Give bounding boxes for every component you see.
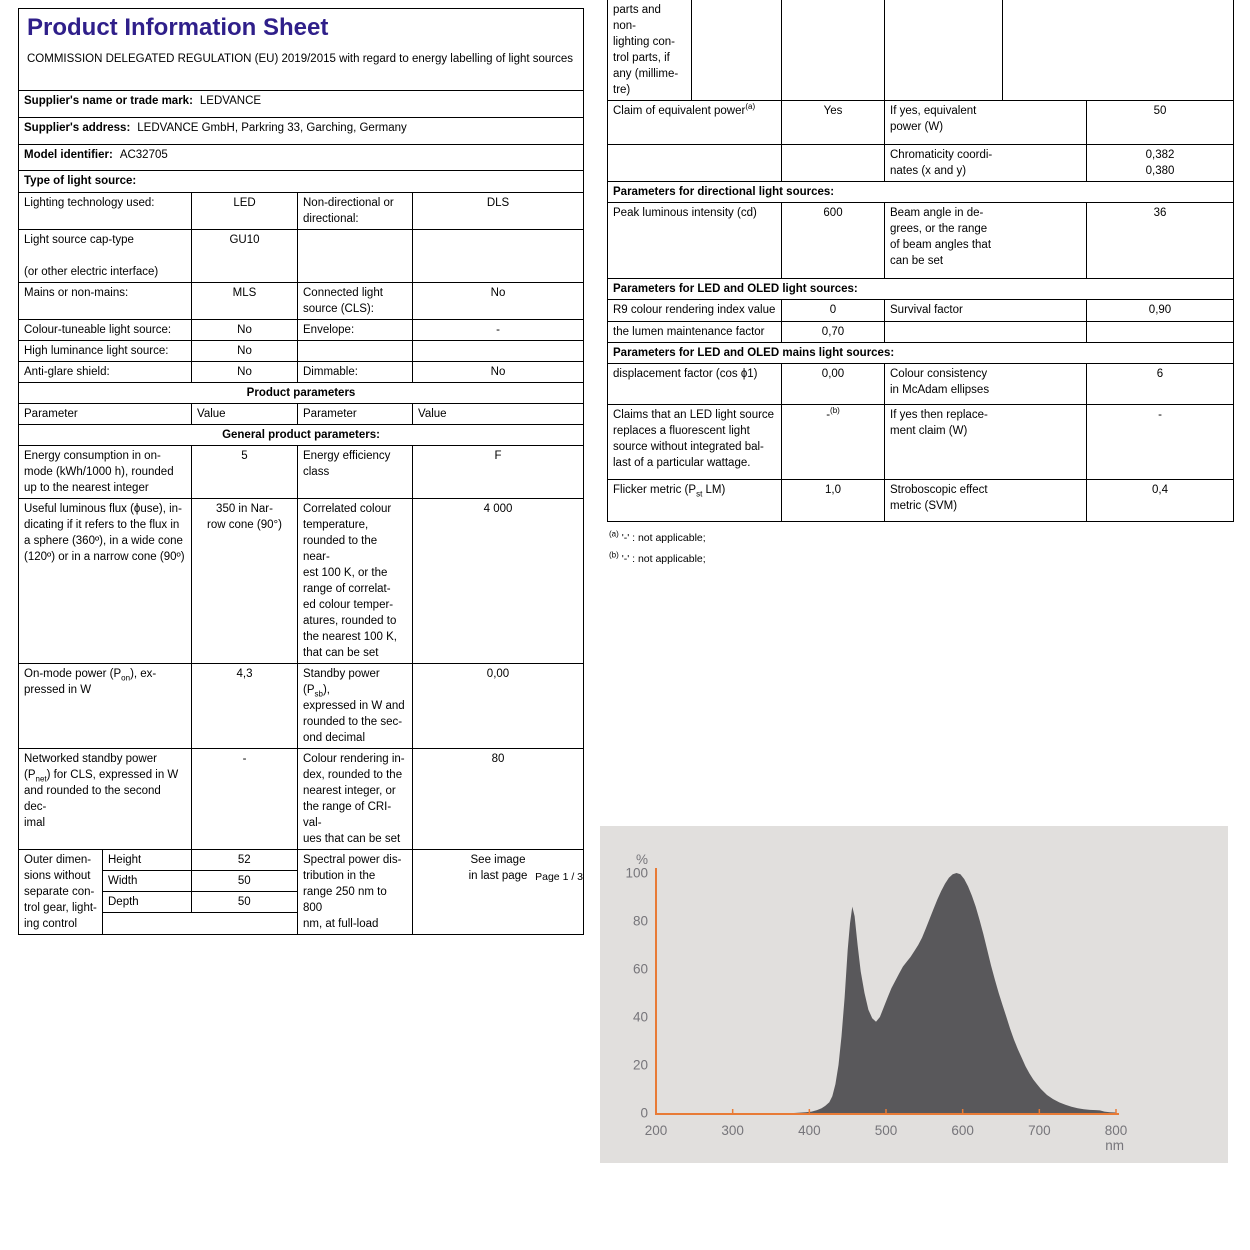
param-value-cell: LED: [192, 193, 298, 230]
table-row: [608, 101, 1234, 145]
param-label-cell: Anti-glare shield:: [19, 362, 192, 383]
param-label-cell: Colour-tuneable light source:: [19, 320, 192, 341]
y-tick-label: 60: [632, 961, 648, 977]
supplier-address-label: Supplier's address:: [24, 122, 131, 134]
empty-cell: [885, 0, 1003, 101]
param-value-cell: No: [413, 283, 584, 320]
param-label-cell: On-mode power $(P_{on})$, ex- pressed in W: [19, 664, 192, 749]
type-of-light-source-header: Type of light source:: [19, 171, 584, 193]
y-tick-label: 100: [625, 865, 648, 881]
param-value-cell: 0: [782, 300, 885, 322]
param-value-cell: 0,382 0,380: [1087, 145, 1234, 182]
param-label-cell: R9 colour rendering index value: [608, 300, 782, 322]
model-identifier-value: AC32705: [119, 149, 168, 161]
param-label-cell: Energy efficiency class: [298, 446, 413, 499]
table-row: [608, 405, 1234, 480]
x-axis-unit-label: nm: [1105, 1138, 1124, 1153]
footnote-a: $^{(a)}$ '-' : not applicable;: [609, 529, 706, 544]
param-value-cell: 4 000: [413, 499, 584, 664]
model-identifier-row: [19, 145, 584, 171]
param-label-cell: Useful luminous flux (ϕuse), in- dicating if it refers to the flux in a sphere (360º), in a wide cone (120º) or in a narrow cone (90º): [19, 499, 192, 664]
table-row: [608, 300, 1234, 322]
table-row: [608, 364, 1234, 405]
param-value-cell: Yes: [782, 101, 885, 145]
footnote-b: $^{(b)}$ '-' : not applicable;: [609, 550, 706, 565]
param-value-cell: 36: [1087, 203, 1234, 279]
param-label-cell: Spectral power dis- tribution in the range 250 nm to 800 nm, at full-load: [298, 850, 413, 935]
param-value-cell: 600: [782, 203, 885, 279]
param-label-cell: If yes, equivalent power (W): [885, 101, 1087, 145]
param-value-cell: No: [192, 341, 298, 362]
param-label-cell: Standby power $(P_{sb})$, expressed in W and rounded to the sec- ond decimal: [298, 664, 413, 749]
table-row: [19, 341, 584, 362]
param-value-cell: GU10: [192, 230, 298, 283]
param-label-cell: Stroboscopic effect metric (SVM): [885, 480, 1087, 522]
param-value-cell: See image in last page: [413, 850, 584, 935]
param-value-cell: F: [413, 446, 584, 499]
y-tick-label: 0: [640, 1105, 648, 1121]
x-tick-label: 700: [1028, 1123, 1051, 1138]
param-label-cell: Connected light source (CLS):: [298, 283, 413, 320]
param-value-cell: 50: [1087, 101, 1234, 145]
product-info-table-continued: [607, 0, 1234, 522]
param-label-cell: Non-directional or directional:: [298, 193, 413, 230]
param-label-cell: displacement factor (cos ϕ1): [608, 364, 782, 405]
model-identifier-label: Model identifier:: [24, 149, 113, 161]
param-label-cell: [298, 341, 413, 362]
table-row: [19, 193, 584, 230]
param-value-cell: DLS: [413, 193, 584, 230]
x-tick-label: 500: [874, 1123, 898, 1138]
outer-dimensions-label-continued: parts and non- lighting con- trol parts, if any (millime- tre): [608, 0, 692, 101]
table-row: [19, 230, 584, 283]
param-value-cell: 350 in Nar- row cone (90°): [192, 499, 298, 664]
param-value-cell: 0,00: [413, 664, 584, 749]
empty-cell: [1003, 0, 1234, 101]
dimensions-subtable-cell: [103, 850, 298, 935]
param-value-cell: 1,0: [782, 480, 885, 522]
param-value-cell: [413, 341, 584, 362]
param-value-cell: 5: [192, 446, 298, 499]
empty-cell: [885, 322, 1087, 343]
product-parameters-header: Product parameters: [19, 383, 584, 404]
empty-cell: [608, 145, 782, 182]
footnotes: [607, 528, 1233, 570]
dimension-name: Width: [103, 871, 191, 892]
page-title: Product Information Sheet: [27, 14, 329, 41]
param-label-cell: Light source cap-type (or other electric interface): [19, 230, 192, 283]
param-value-cell: 0,00: [782, 364, 885, 405]
param-value-cell: -: [1087, 405, 1234, 480]
table-row: [19, 664, 584, 749]
y-tick-label: 40: [632, 1009, 648, 1025]
param-value-cell: 80: [413, 749, 584, 850]
dimension-value: 50: [191, 892, 297, 913]
right-page-column: [607, 0, 1233, 570]
param-label-cell: Networked standby power $(P_{net})$ for CLS, expressed in W and rounded to the second dec- imal: [19, 749, 192, 850]
param-label-cell: Colour rendering in- dex, rounded to the nearest integer, or the range of CRI-val- ues that can be set: [298, 749, 413, 850]
page-number: Page 1 / 3: [535, 871, 583, 883]
table-row: [19, 362, 584, 383]
empty-cell: [692, 0, 782, 101]
param-label-cell: Dimmable:: [298, 362, 413, 383]
param-label-cell: Chromaticity coordi- nates (x and y): [885, 145, 1087, 182]
x-tick-label: 200: [644, 1123, 668, 1138]
param-label-cell: Mains or non-mains:: [19, 283, 192, 320]
table-row: [608, 203, 1234, 279]
dimension-row: [103, 850, 297, 871]
param-label-cell: Energy consumption in on- mode (kWh/1000 h), rounded up to the nearest integer: [19, 446, 192, 499]
column-header: Parameter: [19, 404, 192, 425]
x-tick-label: 300: [721, 1123, 744, 1138]
param-value-cell: 4,3: [192, 664, 298, 749]
y-tick-label: 80: [632, 913, 648, 929]
param-label-cell: Lighting technology used:: [19, 193, 192, 230]
param-value-cell: [413, 230, 584, 283]
left-page-column: [18, 8, 583, 935]
dimension-name: Depth: [103, 892, 191, 913]
param-value-cell: No: [192, 320, 298, 341]
supplier-address-value: LEDVANCE GmbH, Parkring 33, Garching, Germany: [137, 122, 407, 134]
dimension-row: [103, 892, 297, 913]
table-row: [19, 320, 584, 341]
dimension-value: 52: [191, 850, 297, 871]
param-value-cell: 0,90: [1087, 300, 1234, 322]
param-label-cell: High luminance light source:: [19, 341, 192, 362]
column-header: Value: [413, 404, 584, 425]
spectral-power-distribution-chart: [600, 826, 1228, 1163]
y-axis-unit-label: %: [635, 852, 648, 867]
supplier-name-row: [19, 91, 584, 118]
section-header-led-oled: Parameters for LED and OLED light sources:: [608, 279, 1234, 300]
table-row: [19, 283, 584, 320]
supplier-name-label: Supplier's name or trade mark:: [24, 95, 193, 107]
dimension-value: 50: [191, 871, 297, 892]
param-value-cell: 0,70: [782, 322, 885, 343]
product-info-table: [18, 8, 584, 935]
column-header-row: [19, 404, 584, 425]
param-value-cell: -$^{(b)}$: [782, 405, 885, 480]
empty-cell: [782, 0, 885, 101]
param-label-cell: Peak luminous intensity (cd): [608, 203, 782, 279]
title-block: [19, 9, 584, 91]
table-row: [19, 499, 584, 664]
column-header: Value: [192, 404, 298, 425]
param-value-cell: 6: [1087, 364, 1234, 405]
param-label-cell: Correlated colour temperature, rounded to the near- est 100 K, or the range of correlat- ed colour temper- atures, rounded to the nearest 100 K, that can be set: [298, 499, 413, 664]
param-value-cell: -: [413, 320, 584, 341]
table-row: [608, 145, 1234, 182]
param-label-cell: Claim of equivalent power$^{(a)}$: [608, 101, 782, 145]
param-label-cell: Claims that an LED light source replaces a fluorescent light source without integrated bal- last of a particular wattage.: [608, 405, 782, 480]
supplier-name-value: LEDVANCE: [199, 95, 262, 107]
table-row: [608, 322, 1234, 343]
param-value-cell: No: [413, 362, 584, 383]
x-tick-label: 800: [1104, 1123, 1128, 1138]
section-header-directional: Parameters for directional light sources:: [608, 182, 1234, 203]
param-label-cell: Colour consistency in McAdam ellipses: [885, 364, 1087, 405]
spd-chart-svg: [600, 826, 1228, 1163]
param-label-cell: Beam angle in de- grees, or the range of beam angles that can be set: [885, 203, 1087, 279]
spectral-area: [794, 873, 1116, 1113]
general-parameters-header: General product parameters:: [19, 425, 584, 446]
dimension-name: Height: [103, 850, 191, 871]
supplier-address-row: [19, 118, 584, 145]
param-label-cell: Flicker metric ($P_{st}$ LM): [608, 480, 782, 522]
param-value-cell: -: [192, 749, 298, 850]
table-row: [19, 749, 584, 850]
table-row: [19, 446, 584, 499]
param-value-cell: 0,4: [1087, 480, 1234, 522]
param-value-cell: MLS: [192, 283, 298, 320]
section-header-mains: Parameters for LED and OLED mains light sources:: [608, 343, 1234, 364]
table-row: [608, 480, 1234, 522]
x-tick-label: 400: [798, 1123, 821, 1138]
empty-cell: [1087, 322, 1234, 343]
param-label-cell: [298, 230, 413, 283]
outer-dimensions-row: [19, 850, 584, 935]
param-value-cell: No: [192, 362, 298, 383]
param-label-cell: the lumen maintenance factor: [608, 322, 782, 343]
param-label-cell: Envelope:: [298, 320, 413, 341]
y-tick-label: 20: [632, 1057, 648, 1073]
outer-dimensions-label: Outer dimen- sions without separate con- trol gear, light- ing control: [19, 850, 103, 935]
empty-cell: [782, 145, 885, 182]
continuation-row: [608, 0, 1234, 101]
param-label-cell: If yes then replace- ment claim (W): [885, 405, 1087, 480]
column-header: Parameter: [298, 404, 413, 425]
x-tick-label: 600: [951, 1123, 974, 1138]
param-label-cell: Survival factor: [885, 300, 1087, 322]
regulation-text: COMMISSION DELEGATED REGULATION (EU) 2019/2015 with regard to energy labelling of light sources: [27, 53, 574, 65]
